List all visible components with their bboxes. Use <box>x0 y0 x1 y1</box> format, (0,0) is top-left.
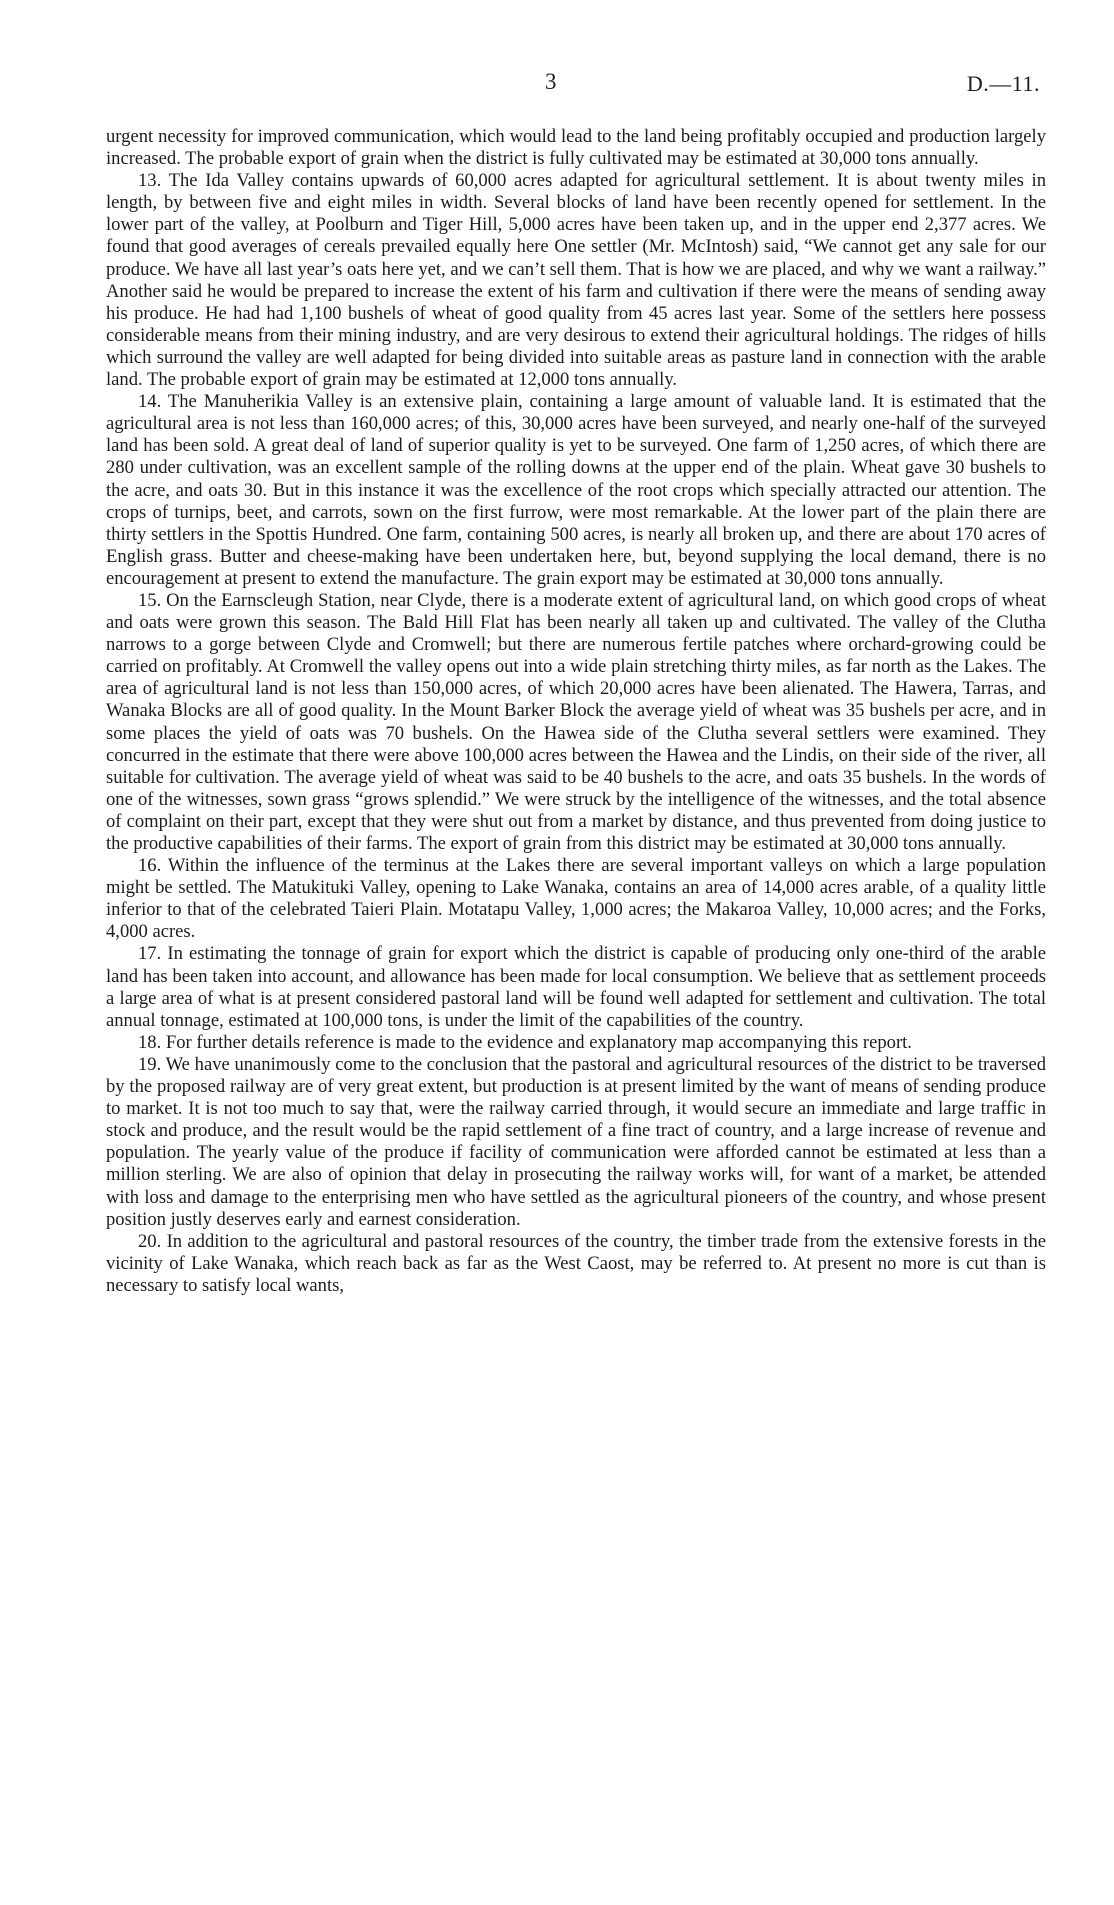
paragraph-16 <box>106 855 1046 943</box>
paragraph-text: In addition to the agricultural and pastoral resources of the country, the timber trade from the extensive forests in the vicinity of Lake Wanaka, which reach back as far as the West Caost, may be referred to. At present no more is cut than is necessary to satisfy local wants, <box>106 1230 1046 1296</box>
page-number: 3 <box>545 69 557 94</box>
paragraph-text: Within the influence of the terminus at the Lakes there are several important valleys on which a large population might be settled. The Matukituki Valley, opening to Lake Wanaka, contains an area of 14,000 acres arable, of a quality little inferior to that of the celebrated Taieri Plain. Motatapu Valley, 1,000 acres; the Makaroa Valley, 10,000 acres; and the Forks, 4,000 acres. <box>106 855 1047 943</box>
paragraph-text: For further details reference is made to the evidence and explanatory map accompanying this report. <box>165 1031 912 1053</box>
paragraph-15 <box>106 590 1046 855</box>
paragraph-18 <box>106 1032 1046 1054</box>
paragraph-text: The Ida Valley contains upwards of 60,000 acres adapted for agricultural settlement. It is about twenty miles in length, by between five and eight miles in width. Several blocks of land have been recently opened for settlement. In the lower part of the valley, at Poolburn and Tiger Hill, 5,000 acres have been taken up, and in the upper end 2,377 acres. We found that good averages of cereals prevailed equally here One settler (Mr. McIntosh) said, “We cannot get any sale for our produce. We have all last year’s oats here yet, and we can’t sell them. That is how we are placed, and why we want a railway.” Another said he would be prepared to increase the extent of his farm and cultivation if there were the means of sending away his produce. He had had 1,100 bushels of wheat of good quality from 45 acres last year. Some of the settlers here possess considerable means from their mining industry, and are very desirous to extend their agricultural holdings. The ridges of hills which surround the valley are well adapted for being divided into suitable areas as pasture land in connection with the arable land. The probable export of grain may be estimated at 12,000 tons annually. <box>106 170 1047 391</box>
report-body <box>106 126 1046 1297</box>
paragraph-text: urgent necessity for improved communication, which would lead to the land being profitably occupied and production largely increased. The probable export of grain when the district is fully cultivated may be estimated at 30,000 tons annually. <box>106 126 1046 170</box>
paragraph-17 <box>106 943 1046 1031</box>
paragraph-19 <box>106 1054 1046 1231</box>
paragraph-number: 17. <box>138 943 162 965</box>
paragraph-number: 14. <box>138 391 162 413</box>
paragraph-20 <box>106 1231 1046 1297</box>
paragraph-number: 20. <box>138 1230 162 1252</box>
document-reference: D.—11. <box>966 71 1040 96</box>
paragraph-number: 18. <box>138 1031 162 1053</box>
paragraph-number: 13. <box>138 170 162 192</box>
paragraph-number: 15. <box>138 589 162 611</box>
paragraph-number: 16. <box>138 855 162 877</box>
paragraph-text: We have unanimously come to the conclusion that the pastoral and agricultural resources of the district to be traversed by the proposed railway are of very great extent, but production is at present limited by the want of means of sending produce to market. It is not too much to say that, were the railway carried through, it would secure an immediate and large traffic in stock and produce, and the result would be the rapid settlement of a fine tract of country, and a large increase of revenue and population. The yearly value of the produce if facility of communication were afforded cannot be estimated at less than a million sterling. We are also of opinion that delay in prosecuting the railway works will, for want of a market, be attended with loss and damage to the enterprising men who have settled as the agricultural pioneers of the country, and whose present position justly deserves early and earnest consideration. <box>106 1053 1046 1230</box>
paragraph-number: 19. <box>138 1053 162 1075</box>
paragraph-continuation <box>106 126 1046 170</box>
paragraph-14 <box>106 391 1046 590</box>
paragraph-text: On the Earnscleugh Station, near Clyde, there is a moderate extent of agricultural land, on which good crops of wheat and oats were grown this season. The Bald Hill Flat has been nearly all taken up and cultivated. The valley of the Clutha narrows to a gorge between Clyde and Cromwell; but there are numerous fertile patches where orchard-growing could be carried on profitably. At Cromwell the valley opens out into a wide plain stretching thirty miles, as far north as the Lakes. The area of agricultural land is not less than 150,000 acres, of which 20,000 acres have been alienated. The Hawera, Tarras, and Wanaka Blocks are all of good quality. In the Mount Barker Block the average yield of wheat was 35 bushels per acre, and in some places the yield of oats was 70 bushels. On the Hawea side of the Clutha several settlers were examined. They concurred in the estimate that there were above 100,000 acres between the Hawea and the Lindis, on their side of the river, all suitable for cultivation. The average yield of wheat was said to be 40 bushels to the acre, and oats 35 bushels. In the words of one of the witnesses, sown grass “grows splendid.” We were struck by the intelligence of the witnesses, and the total absence of complaint on their part, except that they were shut out from a market by distance, and thus prevented from doing justice to the productive capabilities of their farms. The export of grain from this district may be estimated at 30,000 tons annually. <box>106 589 1046 854</box>
paragraph-text: The Manuherikia Valley is an extensive plain, containing a large amount of valuable land. It is estimated that the agricultural area is not less than 160,000 acres; of this, 30,000 acres have been surveyed, and nearly one-half of the surveyed land has been sold. A great deal of land of superior quality is yet to be surveyed. One farm of 1,250 acres, of which there are 280 under cultivation, was an excellent sample of the rolling downs at the upper end of the plain. Wheat gave 30 bushels to the acre, and oats 30. But in this instance it was the excellence of the root crops which specially attracted our attention. The crops of turnips, beet, and carrots, sown on the first furrow, were most remarkable. At the lower part of the plain there are thirty settlers in the Spottis Hundred. One farm, containing 500 acres, is nearly all broken up, and there are about 170 acres of English grass. Butter and cheese-making have been undertaken here, but, beyond supplying the local demand, there is no encouragement at present to extend the manufacture. The grain export may be estimated at 30,000 tons annually. <box>106 391 1046 589</box>
paragraph-text: In estimating the tonnage of grain for export which the district is capable of producing only one-third of the arable land has been taken into account, and allowance has been made for local consumption. We believe that as settlement proceeds a large area of what is at present considered pastoral land will be found well adapted for settlement and cultivation. The total annual tonnage, estimated at 100,000 tons, is under the limit of the capabilities of the country. <box>106 943 1046 1031</box>
paragraph-13 <box>106 170 1046 391</box>
